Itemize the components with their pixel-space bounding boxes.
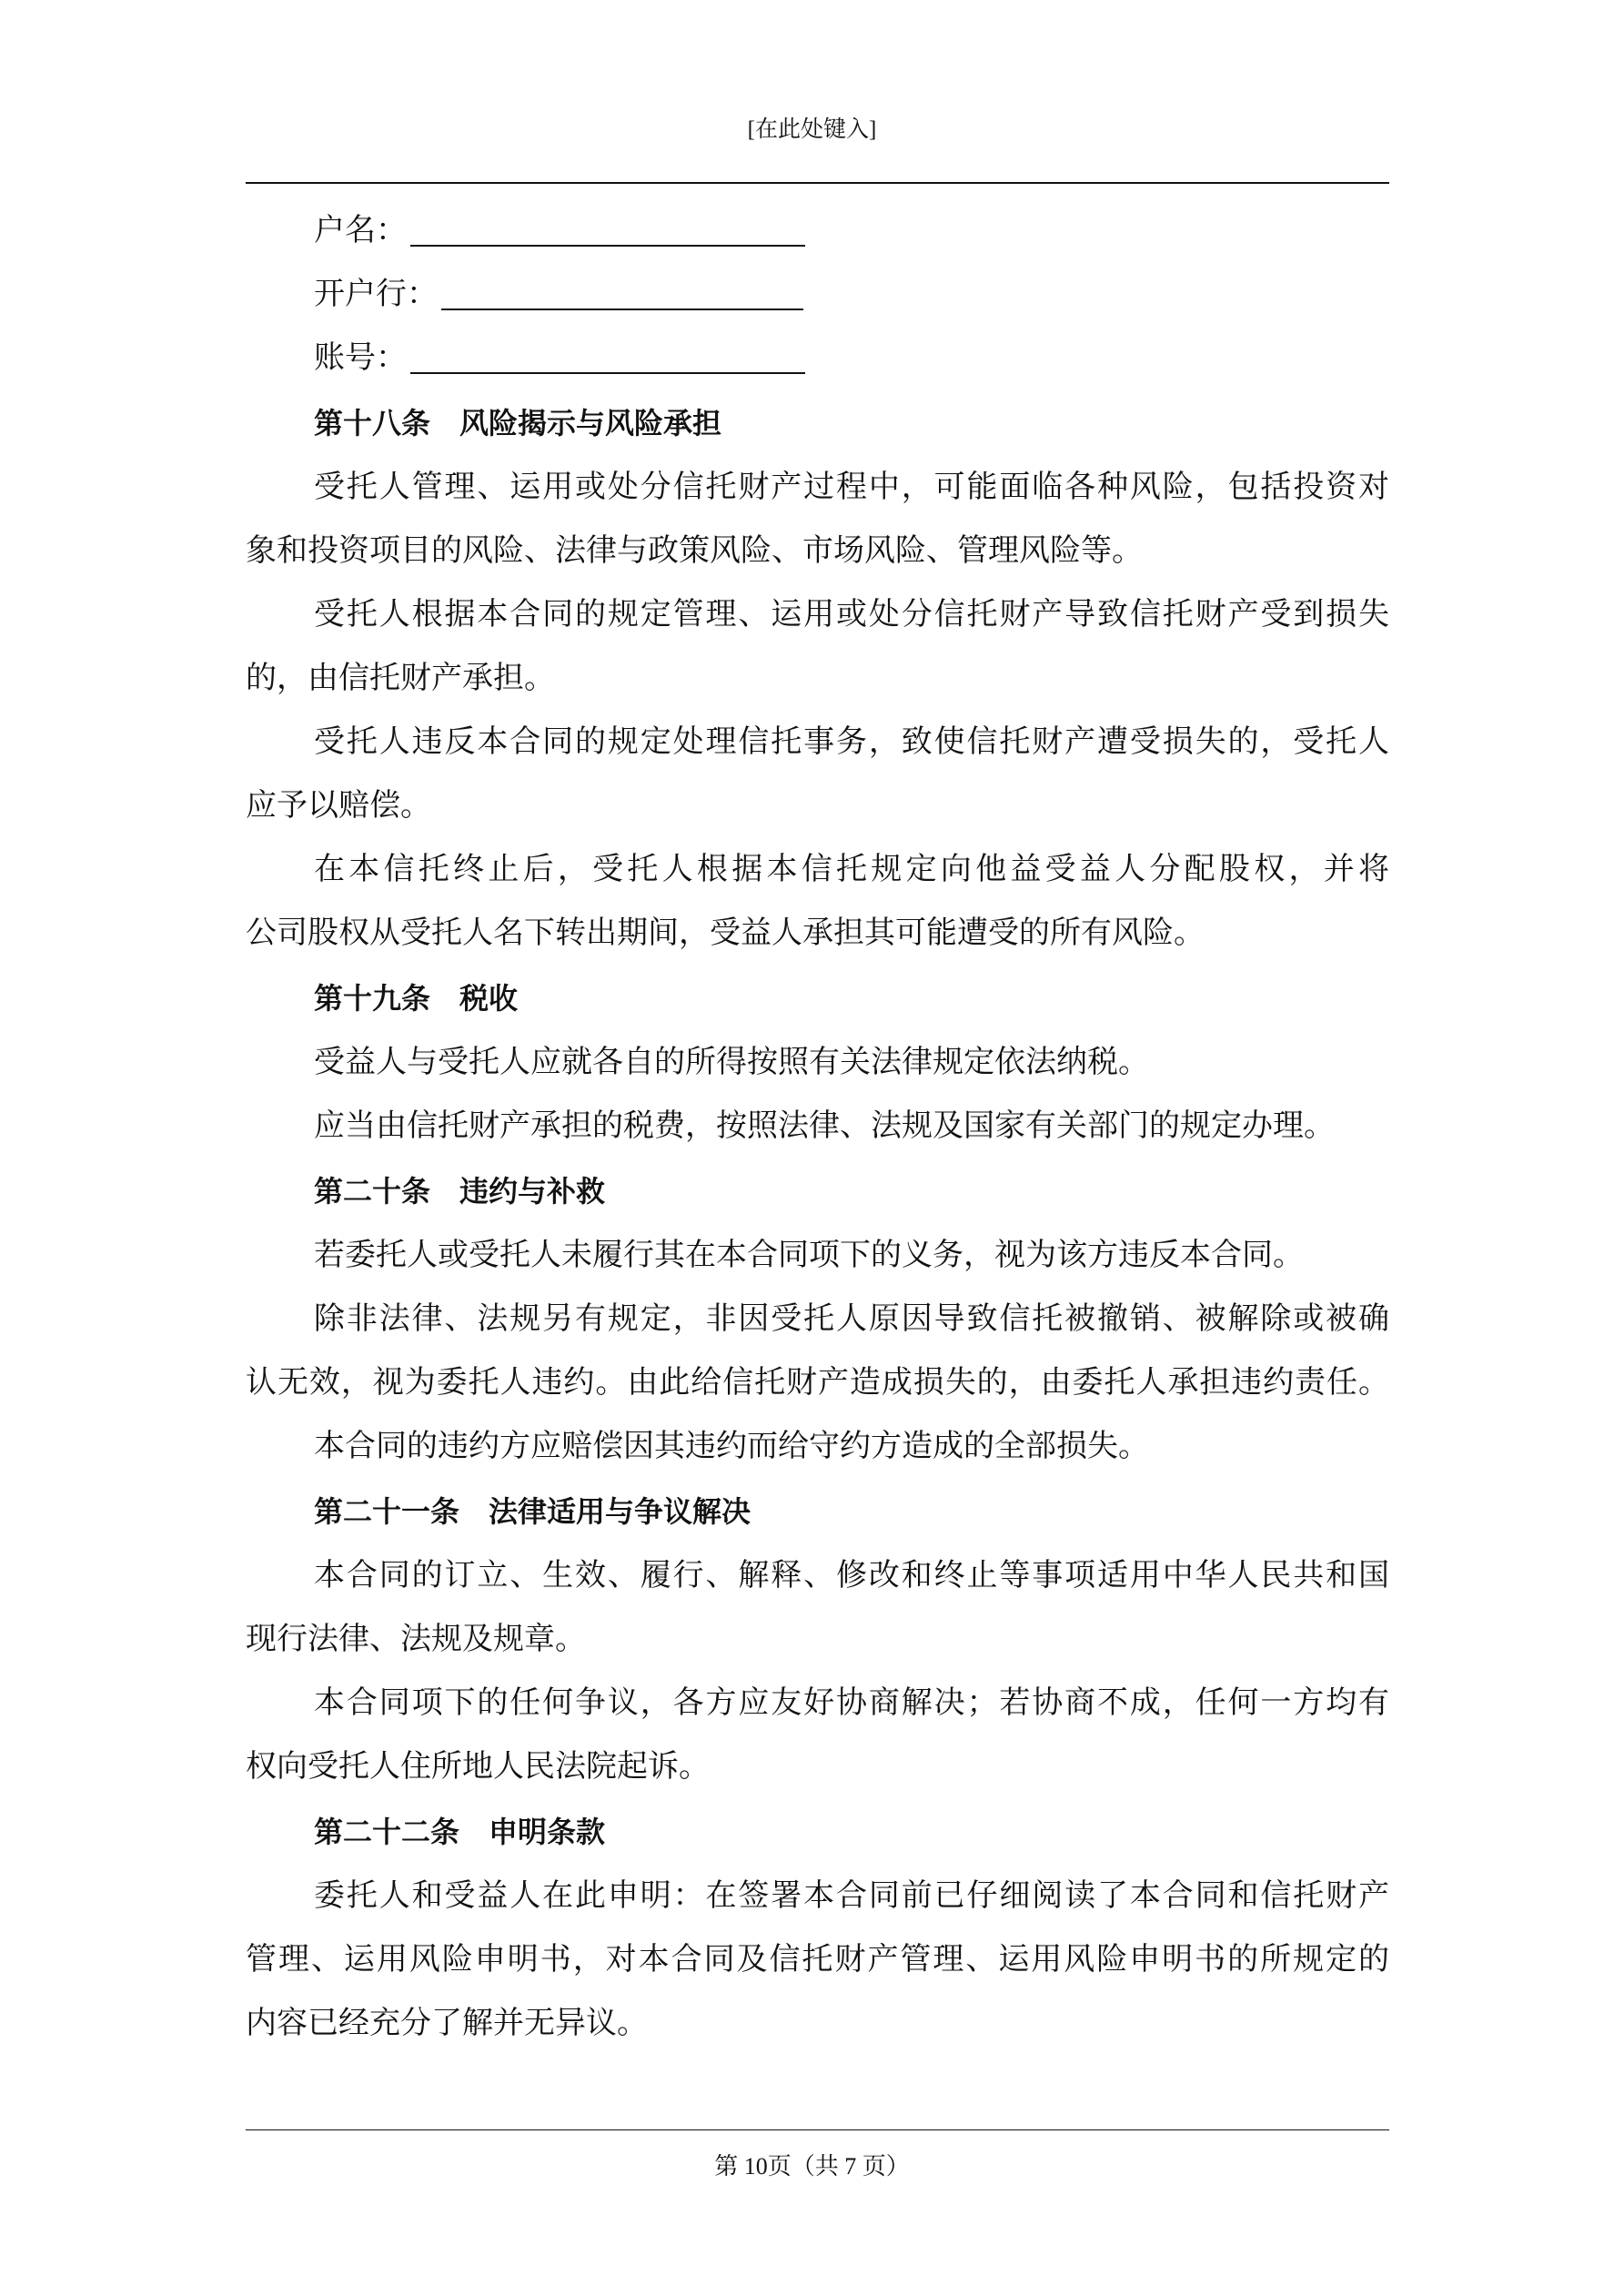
page-header: [在此处键入] [747, 117, 877, 142]
article-21-p2-line2: 权向受托人住所地人民法院起诉。 [246, 1748, 710, 1785]
article-18-p3-line1: 受托人违反本合同的规定处理信托事务，致使信托财产遭受损失的，受托人 [314, 723, 1389, 760]
footer-rule [246, 2129, 1389, 2130]
account-number-blank[interactable] [410, 345, 805, 374]
account-name-label: 户名： [314, 212, 407, 248]
article-18-p1-line2: 象和投资项目的风险、法律与政策风险、市场风险、管理风险等。 [246, 532, 1143, 569]
article-22-p1-line2: 管理、运用风险申明书，对本合同及信托财产管理、运用风险申明书的所规定的 [246, 1941, 1389, 1977]
account-name-blank[interactable] [410, 217, 805, 247]
article-20-p3: 本合同的违约方应赔偿因其违约而给守约方造成的全部损失。 [314, 1428, 1149, 1464]
bank-label: 开户行： [314, 276, 438, 312]
article-21-heading: 第二十一条 法律适用与争议解决 [314, 1494, 751, 1529]
article-20-heading: 第二十条 违约与补救 [314, 1174, 606, 1209]
article-19-heading: 第十九条 税收 [314, 981, 519, 1016]
account-number-label: 账号： [314, 339, 407, 376]
article-21-p2-line1: 本合同项下的任何争议，各方应友好协商解决；若协商不成，任何一方均有 [314, 1684, 1389, 1721]
article-18-p4-line1: 在本信托终止后，受托人根据本信托规定向他益受益人分配股权，并将 [314, 851, 1389, 887]
header-rule [246, 182, 1389, 184]
article-22-p1-line1: 委托人和受益人在此申明：在签署本合同前已仔细阅读了本合同和信托财产 [314, 1877, 1389, 1914]
article-18-heading: 第十八条 风险揭示与风险承担 [314, 406, 722, 440]
article-20-p2-line2: 认无效，视为委托人违约。由此给信托财产造成损失的，由委托人承担违约责任。 [246, 1364, 1389, 1401]
article-22-p1-line3: 内容已经充分了解并无异议。 [246, 2005, 648, 2041]
article-20-p2-line1: 除非法律、法规另有规定，非因受托人原因导致信托被撤销、被解除或被确 [314, 1300, 1389, 1337]
account-name-field [314, 212, 805, 248]
article-19-p2: 应当由信托财产承担的税费，按照法律、法规及国家有关部门的规定办理。 [314, 1108, 1335, 1144]
article-18-p1-line1: 受托人管理、运用或处分信托财产过程中，可能面临各种风险，包括投资对 [314, 469, 1389, 505]
bank-field [314, 278, 803, 310]
article-21-p1-line2: 现行法律、法规及规章。 [246, 1621, 586, 1657]
article-18-p3-line2: 应予以赔偿。 [246, 787, 431, 824]
account-number-field [314, 339, 805, 376]
article-19-p1: 受益人与受托人应就各自的所得按照有关法律规定依法纳税。 [314, 1044, 1149, 1080]
article-18-p2-line2: 的，由信托财产承担。 [246, 660, 555, 696]
article-22-heading: 第二十二条 申明条款 [314, 1815, 606, 1849]
article-21-p1-line1: 本合同的订立、生效、履行、解释、修改和终止等事项适用中华人民共和国 [314, 1557, 1389, 1593]
article-18-p4-line2: 公司股权从受托人名下转出期间，受益人承担其可能遭受的所有风险。 [246, 915, 1205, 951]
article-18-p2-line1: 受托人根据本合同的规定管理、运用或处分信托财产导致信托财产受到损失 [314, 596, 1389, 632]
article-20-p1: 若委托人或受托人未履行其在本合同项下的义务，视为该方违反本合同。 [314, 1237, 1304, 1273]
page-footer: 第 10页（共 7 页） [714, 2153, 910, 2180]
bank-blank[interactable] [441, 281, 803, 310]
